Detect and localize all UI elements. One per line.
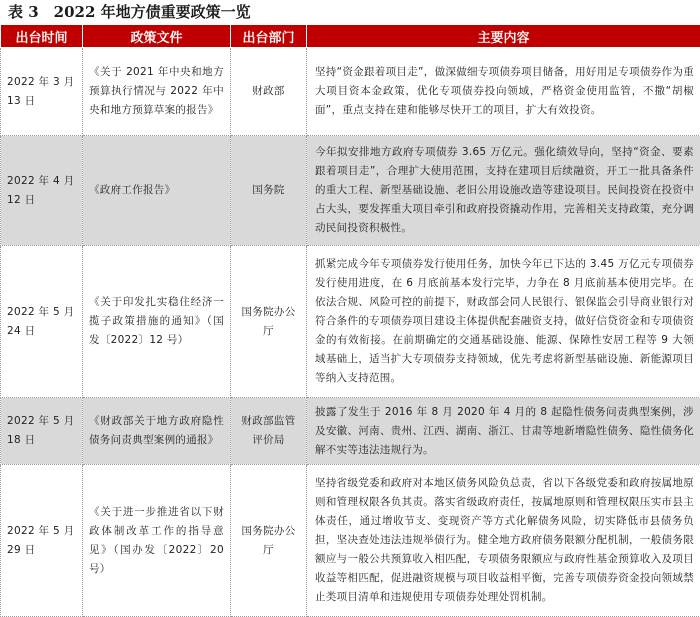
policy-table [0,24,700,617]
cell-document: 《关于 2021 年中央和地方预算执行情况与 2022 年中央和地方预算草案的报告》 [83,48,231,136]
cell-date: 2022 年 3 月 13 日 [1,48,83,136]
cell-content: 坚持省级党委和政府对本地区债务风险负总责，省以下各级党委和政府按属地原则和管理权限各负其责。落实省级政府责任，按属地原则和管理权限压实市县主体责任，通过增收节支、变现资产等方式化解债务风险，切实降低市县债务负担，坚决查处违法违规举债行为。健全地方政府债务限额分配机制，一般债务限额应与一般公共预算收入相匹配，专项债务限额应与政府性基金预算收入及项目收益等相匹配，促进融资规模与项目收益相平衡，完善专项债券资金投向领域禁止类项目清单和违规使用专项债券处理处罚机制。 [307,465,700,617]
table-row [1,136,700,246]
table-row [1,465,700,617]
cell-content: 坚持“资金跟着项目走”，做深做细专项债券项目储备，用好用足专项债券作为重大项目资本金政策，优化专项债券投向领域，严格资金使用监管，不撒“胡椒面”，重点支持在建和能够尽快开工的项目，扩大有效投资。 [307,48,700,136]
header-department: 出台部门 [231,25,307,48]
cell-content: 披露了发生于 2016 年 8 月 2020 年 4 月的 8 起隐性债务问责典型案例，涉及安徽、河南、贵州、江西、湖南、浙江、甘肃等地新增隐性债务、隐性债务化解不实等违法违规行为。 [307,398,700,465]
cell-content: 今年拟安排地方政府专项债券 3.65 万亿元。强化绩效导向，坚持“资金、要素跟着项目走”，合理扩大使用范围，支持在建项目后续融资，开工一批具备条件的重大工程、新型基础设施、老旧公用设施改造等建设项目。民间投资在投资中占大头，要发挥重大项目牵引和政府投资撬动作用，完善相关支持政策，充分调动民间投资积极性。 [307,136,700,246]
table-caption: 表 3 2022 年地方债重要政策一览 [0,0,700,24]
cell-document: 《财政部关于地方政府隐性债务问责典型案例的通报》 [83,398,231,465]
cell-department: 国务院办公厅 [231,465,307,617]
table-header-row [1,25,700,48]
table-row [1,398,700,465]
table-row [1,246,700,398]
cell-date: 2022 年 5 月 18 日 [1,398,83,465]
header-date: 出台时间 [1,25,83,48]
cell-document: 《关于进一步推进省以下财政体制改革工作的指导意见》（国办发〔2022〕20 号） [83,465,231,617]
header-content: 主要内容 [307,25,700,48]
cell-content: 抓紧完成今年专项债券发行使用任务，加快今年已下达的 3.45 万亿元专项债券发行使用进度，在 6 月底前基本发行完毕，力争在 8 月底前基本使用完毕。在依法合规、风险可控的前提下，财政部会同人民银行、银保监会引导商业银行对符合条件的专项债券项目建设主体提供配套融资支持，做好信贷资金和专项债资金的有效衔接。在前期确定的交通基础设施、能源、保障性安居工程等 9 大领域基础上，适当扩大专项债券支持领域，优先考虑将新型基础设施、新能源项目等纳入支持范围。 [307,246,700,398]
cell-date: 2022 年 5 月 24 日 [1,246,83,398]
cell-department: 国务院 [231,136,307,246]
cell-department: 财政部监管评价局 [231,398,307,465]
cell-date: 2022 年 4 月 12 日 [1,136,83,246]
cell-document: 《关于印发扎实稳住经济一揽子政策措施的通知》（国发〔2022〕12 号） [83,246,231,398]
cell-department: 国务院办公厅 [231,246,307,398]
header-document: 政策文件 [83,25,231,48]
cell-department: 财政部 [231,48,307,136]
table-row [1,48,700,136]
cell-date: 2022 年 5 月 29 日 [1,465,83,617]
cell-document: 《政府工作报告》 [83,136,231,246]
